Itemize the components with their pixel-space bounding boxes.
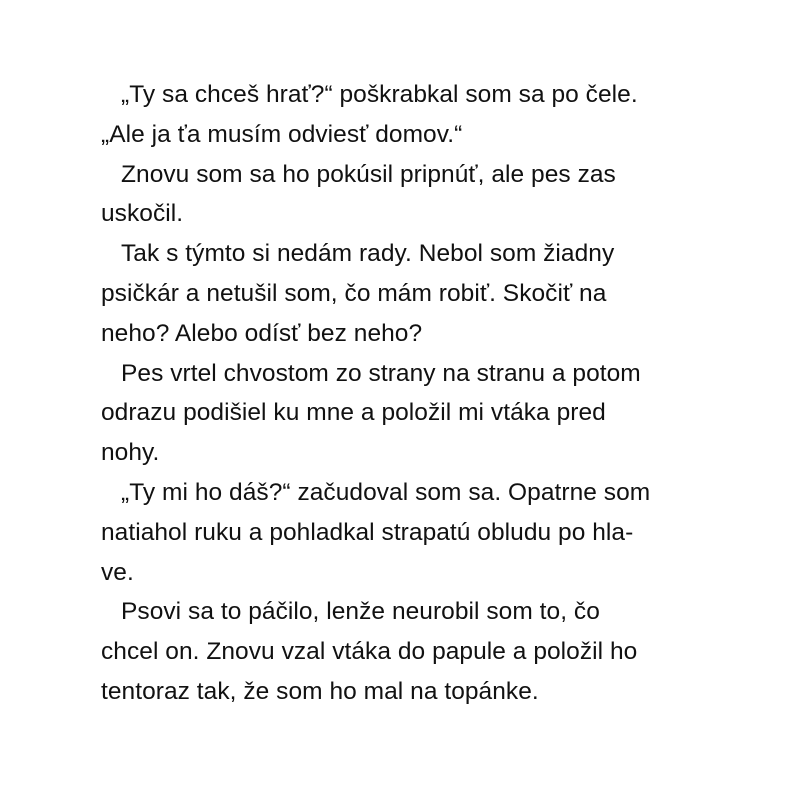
text-line: ve. — [101, 558, 134, 586]
text-line: uskočil. — [101, 200, 184, 228]
text-line: nohy. — [101, 439, 160, 467]
text-line: Tak s týmto si nedám rady. Nebol som žiadny — [121, 240, 615, 268]
text-line: „Ale ja ťa musím odviesť domov.“ — [101, 120, 463, 148]
text-line: natiahol ruku a pohladkal strapatú obludu po hla- — [101, 518, 634, 546]
text-line: „Ty sa chceš hrať?“ poškrabkal som sa po čele. — [121, 81, 638, 108]
text-line: Znovu som sa ho pokúsil pripnúť, ale pes zas — [121, 160, 616, 188]
text-line: chcel on. Znovu vzal vtáka do papule a položil ho — [101, 638, 638, 666]
text-line: Pes vrtel chvostom zo strany na stranu a potom — [121, 359, 641, 387]
text-line: odrazu podišiel ku mne a položil mi vtáka pred — [101, 399, 606, 427]
text-line: psičkár a netušil som, čo mám robiť. Skočiť na — [101, 279, 607, 307]
text-line: neho? Alebo odísť bez neho? — [101, 319, 423, 347]
text-line: Psovi sa to páčilo, lenže neurobil som to, čo — [121, 598, 600, 626]
text-line: „Ty mi ho dáš?“ začudoval som sa. Opatrne som — [121, 478, 651, 506]
text-line: tentoraz tak, že som ho mal na topánke. — [101, 677, 539, 705]
page-text-block — [101, 75, 706, 712]
